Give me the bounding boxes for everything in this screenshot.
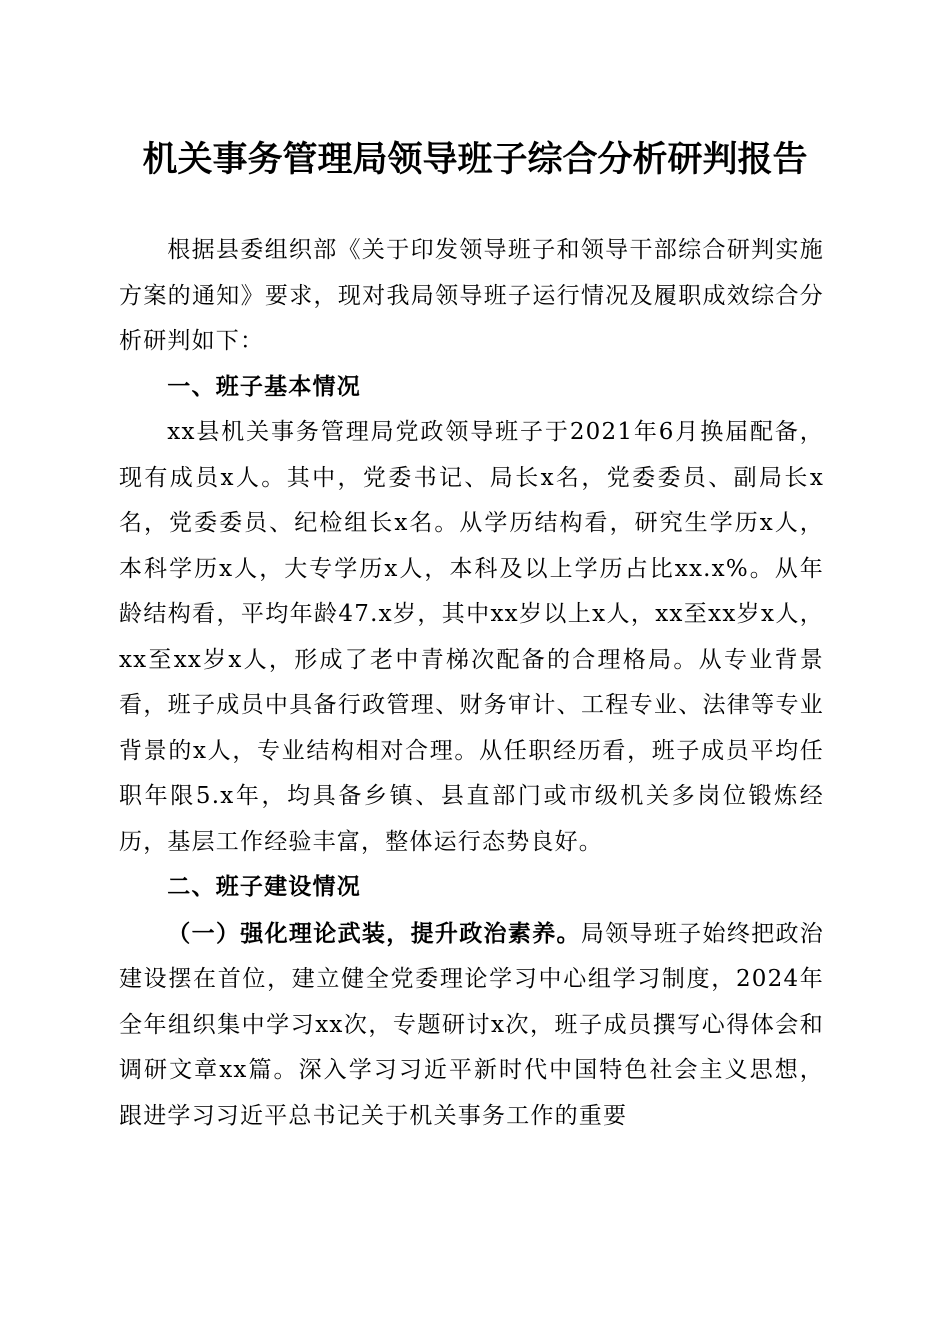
subsection-lead-theory-study: （一）强化理论武装，提升政治素养。 bbox=[167, 919, 581, 947]
basic-info-paragraph: xx县机关事务管理局党政领导班子于2021年6月换届配备，现有成员x人。其中，党委书记、局长x名，党委委员、副局长x名，党委委员、纪检组长x名。从学历结构看，研究生学历x人，本科学历x人，大专学历x人，本科及以上学历占比xx.x%。从年龄结构看，平均年龄47.x岁，其中xx岁以上x人，xx至xx岁x人，xx至xx岁x人，形成了老中青梯次配备的合理格局。从专业背景看，班子成员中具备行政管理、财务审计、工程专业、法律等专业背景的x人，专业结构相对合理。从任职经历看，班子成员平均任职年限5.x年，均具备乡镇、县直部门或市级机关多岗位锻炼经历，基层工作经验丰富，整体运行态势良好。 bbox=[119, 419, 824, 855]
section-heading-basic-info: 一、班子基本情况 bbox=[167, 373, 361, 400]
section-heading-team-building: 二、班子建设情况 bbox=[167, 874, 361, 900]
document-title: 机关事务管理局领导班子综合分析研判报告 bbox=[142, 139, 808, 180]
document-body bbox=[119, 228, 824, 1139]
subsection-text-theory-study: 局领导班子始终把政治建设摆在首位，建立健全党委理论学习中心组学习制度，2024年全年组织集中学习xx次，专题研讨x次，班子成员撰写心得体会和调研文章xx篇。深入学习习近平新时代中国特色社会主义思想，跟进学习习近平总书记关于机关事务工作的重要 bbox=[119, 920, 825, 1129]
intro-paragraph: 根据县委组织部《关于印发领导班子和领导干部综合研判实施方案的通知》要求，现对我局领导班子运行情况及履职成效综合分析研判如下： bbox=[119, 237, 824, 354]
team-building-paragraph bbox=[119, 911, 824, 1140]
